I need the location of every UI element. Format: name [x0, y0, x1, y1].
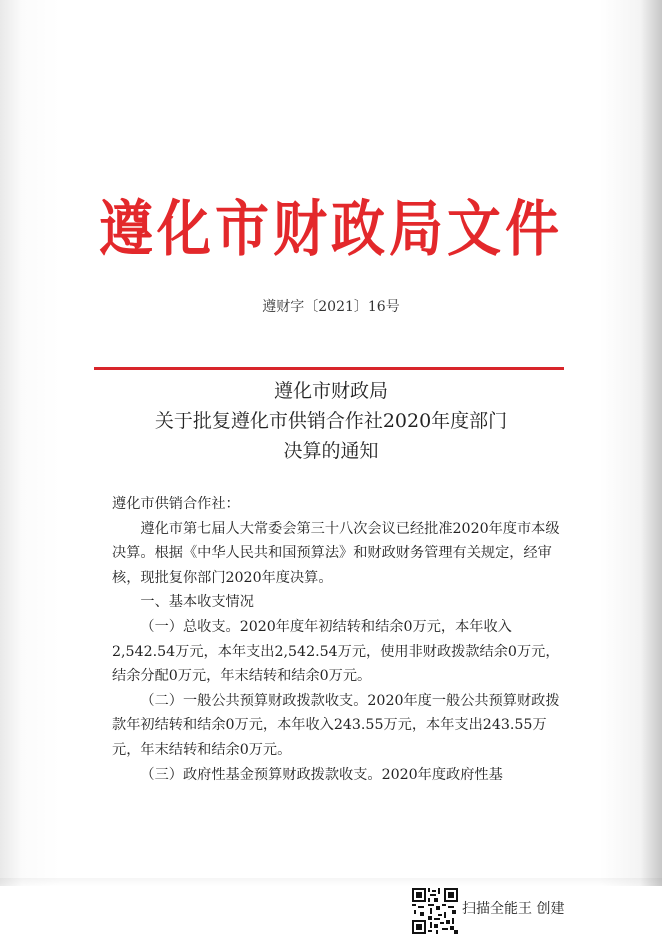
- body-paragraph: （三）政府性基金预算财政拨款收支。2020年度政府性基: [140, 766, 503, 783]
- qr-code-icon: [412, 888, 458, 934]
- notice-issuer: 遵化市财政局: [273, 380, 388, 402]
- page-bottom-edge: [0, 878, 662, 886]
- addressee: 遵化市供销合作社：: [112, 496, 240, 512]
- red-divider-line: [94, 367, 564, 370]
- body-paragraph: （二）一般公共预算财政拨款收支。2020年度一般公共预算财政拨款年初结转和结余0万元，本年收入243.55万元，本年支出243.55万元，年末结转和结余0万元。: [112, 692, 560, 758]
- notice-subject-line-1: 关于批复遵化市供销合作社2020年度部门: [154, 410, 508, 432]
- notice-subject-line-2: 决算的通知: [283, 440, 379, 462]
- body-paragraph: （一）总收支。2020年度年初结转和结余0万元，本年收入2,542.54万元，本年支出2,542.54万元，使用非财政拨款结余0万元，结余分配0万元，年末结转和结余0万元。: [112, 618, 560, 685]
- document-body: [112, 492, 562, 787]
- scanner-app-label: 扫描全能王 创建: [462, 901, 565, 917]
- scanner-footer: [412, 886, 662, 936]
- document-header-title: 遵化市财政局文件: [99, 192, 563, 265]
- document-number: 遵财字〔2021〕16号: [262, 299, 400, 315]
- body-paragraph: 遵化市第七届人大常委会第三十八次会议已经批准2020年度市本级决算。根据《中华人民共和国预算法》和财政财务管理有关规定，经审核，现批复你部门2020年度决算。: [112, 520, 560, 586]
- page-shadow: [640, 0, 662, 886]
- notice-title: [100, 376, 562, 466]
- section-heading: 一、基本收支情况: [140, 594, 254, 611]
